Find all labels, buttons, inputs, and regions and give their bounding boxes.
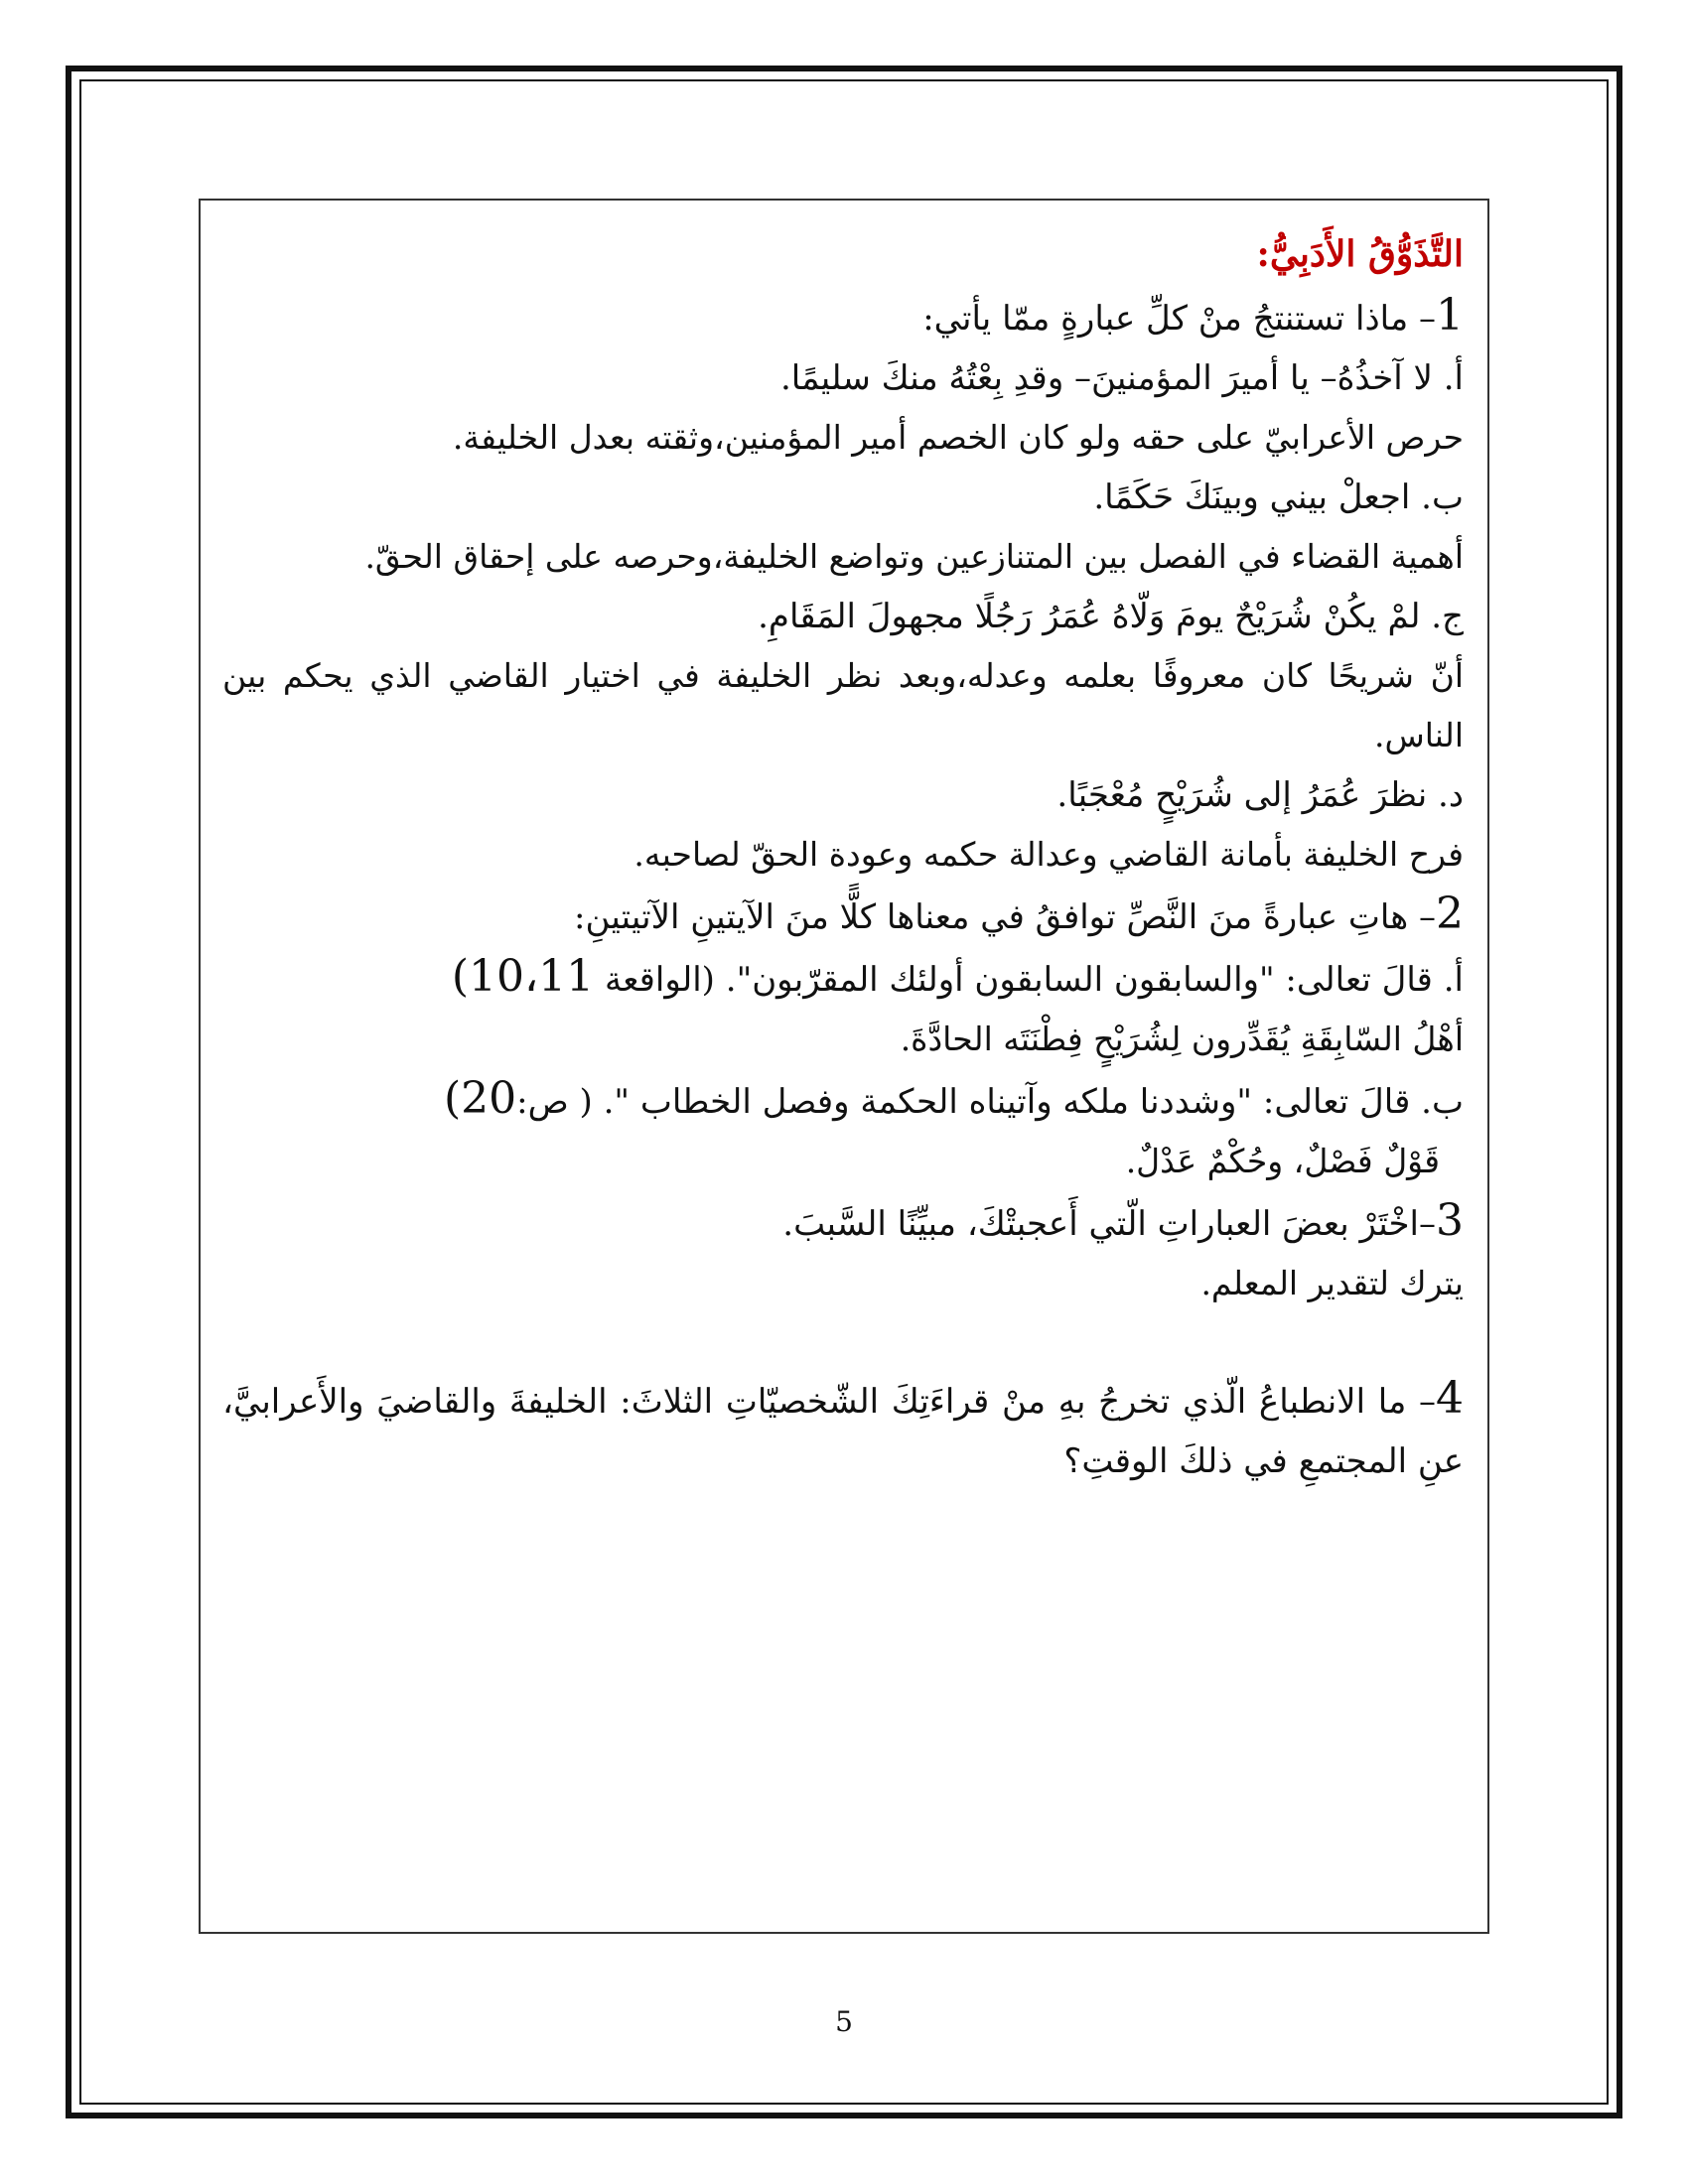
question-1-number: 1 [1436,290,1464,341]
question-2b-reference: 20) [443,1073,517,1124]
question-2 [222,885,1464,947]
answer-1a: حرص الأعرابيّ على حقه ولو كان الخصم أمير المؤمنين،وثقته بعدل الخليفة. [452,418,1464,457]
exercise-box [199,199,1489,1934]
question-3-text: –اخْتَرْ بعضَ العباراتِ الّتي أَعجبتْكَ، مبيِّنًا السَّببَ. [782,1204,1436,1244]
answer-2b: قَوْلٌ فَصْلٌ، وحُكْمٌ عَدْلٌ. [1125,1142,1440,1180]
answer-3: يترك لتقدير المعلم. [1200,1264,1464,1302]
question-2a [222,947,1464,1010]
question-3 [222,1191,1464,1254]
question-4-text: – ما الانطباعُ الّذي تخرجُ بهِ منْ قراءَتِكَ الشّخصيّاتِ الثلاثَ: الخليفةَ والقاضيَ والأَعرابيَّ، عنِ المجتمعِ في ذلكَ الوقتِ؟ [222,1382,1464,1481]
question-1-text: – ماذا تستنتجُ منْ كلِّ عبارةٍ ممّا يأتي: [922,299,1436,339]
question-2b-text: ب. قالَ تعالى: "وشددنا ملكه وآتيناه الحكمة وفصل الخطاب ". ( ص: [516,1082,1464,1122]
answer-1d: فرح الخليفة بأمانة القاضي وعدالة حكمه وعودة الحقّ لصاحبه. [633,835,1464,874]
question-1d: د. نظرَ عُمَرُ إلى شُرَيْحٍ مُعْجَبًا. [1056,775,1464,815]
question-2b [222,1069,1464,1132]
question-2-number: 2 [1436,888,1464,939]
section-title: التَّذَوُّقُ الأَدَبِيُّ: [1256,233,1464,275]
question-4-number: 4 [1436,1373,1464,1424]
question-2a-text: أ. قالَ تعالى: "والسابقون السابقون أولئك المقرّبون". (الواقعة [604,960,1464,1000]
answer-1c: أنّ شريحًا كان معروفًا بعلمه وعدله،وبعد نظر الخليفة في اختيار القاضي الذي يحكم بين الناس. [222,656,1464,754]
answer-2a: أهْلُ السّابِقَةِ يُقَدِّرون لِشُرَيْحٍ فِطْنَتَه الحادَّةَ. [900,1020,1464,1058]
answer-1b: أهمية القضاء في الفصل بين المتنازعين وتواضع الخليفة،وحرصه على إحقاق الحقّ. [364,537,1464,576]
spacer [222,1313,1464,1369]
question-1a: أ. لا آخذُهُ– يا أميرَ المؤمنينَ– وقدِ بِعْتُهُ منكَ سليمًا. [779,358,1464,398]
page-number: 5 [835,2005,853,2038]
question-1c: ج. لمْ يكُنْ شُرَيْحٌ يومَ وَلّاهُ عُمَرُ رَجُلًا مجهولَ المَقَامِ. [758,597,1464,636]
question-2-text: – هاتِ عبارةً منَ النَّصِّ توافقُ في معناها كلًّا منَ الآيتينِ الآتيتينِ: [573,897,1436,937]
question-1b: ب. اجعلْ بيني وبينَكَ حَكَمًا. [1093,478,1464,517]
question-1 [222,286,1464,348]
question-2a-reference: 10،11) [451,951,595,1002]
question-4 [222,1369,1464,1491]
question-3-number: 3 [1436,1195,1464,1246]
